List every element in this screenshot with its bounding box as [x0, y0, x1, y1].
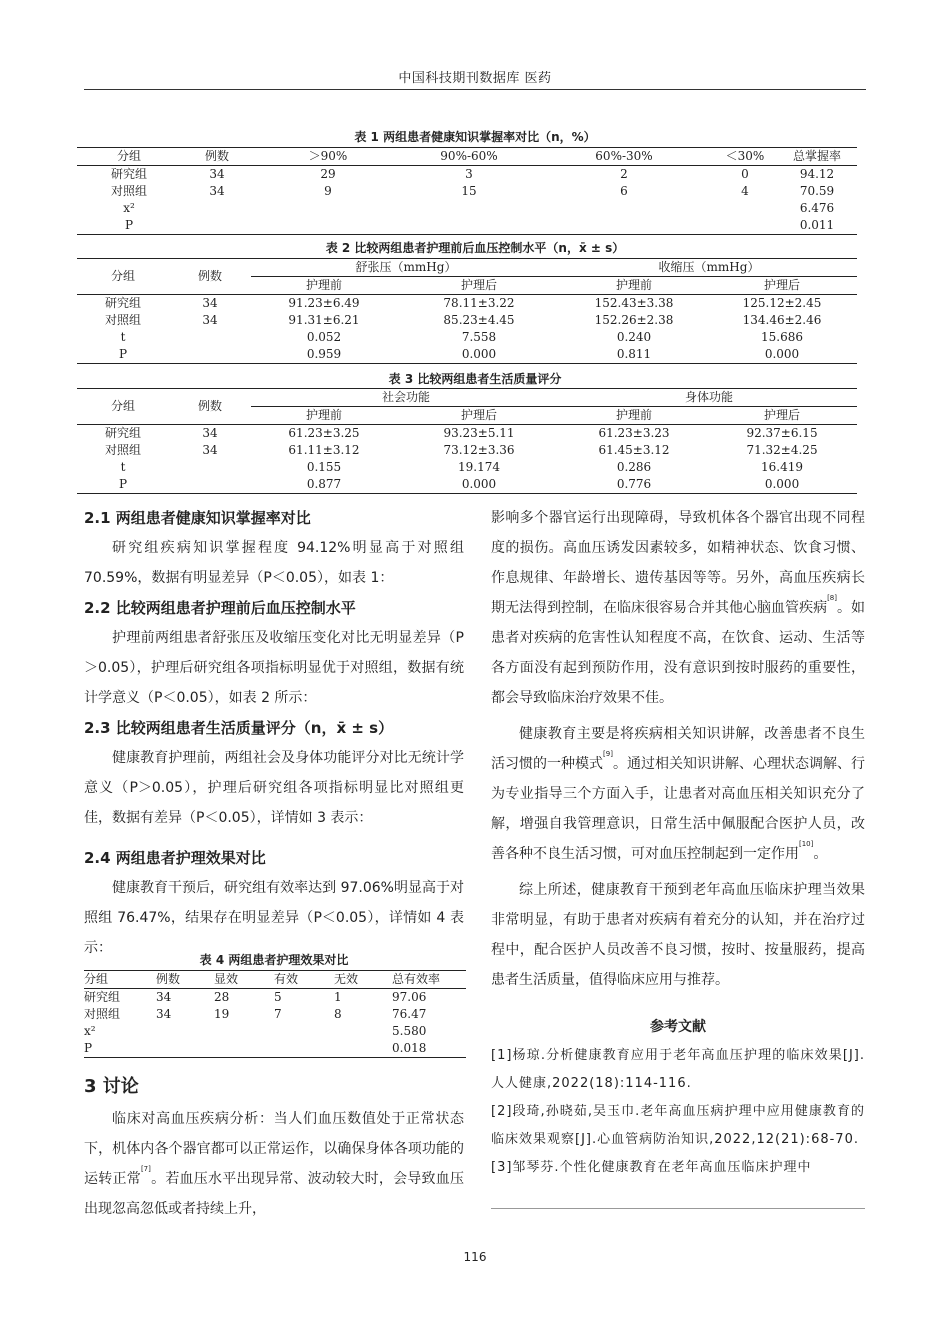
table4	[84, 970, 466, 1058]
table-cell: 61.45±3.12	[598, 443, 670, 457]
table2-subheader: 护理前	[615, 278, 652, 292]
table-row	[84, 1006, 466, 1023]
right-para-1-b: 。如患者对疾病的危害性认知程度不高，在饮食、运动、生活等各方面没有起到预防作用，没有意识到按时服药的重要性，都会导致临床治疗效果不佳。	[491, 600, 866, 706]
table1-header: 60%-30%	[595, 149, 653, 163]
table-cell: 73.12±3.36	[443, 443, 515, 457]
reference-item: [3]邹琴芬.个性化健康教育在老年高血压临床护理中	[491, 1160, 812, 1175]
table-cell	[169, 346, 251, 364]
references-title: 参考文献	[650, 1019, 706, 1035]
table2-caption: 表 2 比较两组患者护理前后血压控制水平（n，x̄ ± s）	[325, 241, 625, 255]
table-cell: P	[84, 1041, 93, 1055]
table-cell	[535, 200, 713, 217]
table-cell: 29	[320, 167, 336, 181]
journal-header: 中国科技期刊数据库 医药	[398, 71, 552, 86]
right-para-2-c: 。	[813, 846, 828, 862]
header-rule	[84, 89, 866, 90]
section-2-1-title: 2.1 两组患者健康知识掌握率对比	[84, 509, 311, 527]
section-2-3-text: 健康教育护理前，两组社会及身体功能评分对比无统计学意义（P＞0.05），护理后研究组各项指标明显比对照组更佳，数据有差异（P＜0.05），详情如 3 表示：	[84, 750, 464, 826]
table4-header: 有效	[274, 972, 299, 986]
table-cell: 152.26±2.38	[594, 313, 674, 327]
table-cell: 61.23±3.25	[288, 426, 360, 440]
right-para-2-b: 。通过相关知识讲解、心理状态调解、行为专业指导三个方面入手，让患者对高血压相关知识充分了解，增强自我管理意识，日常生活中佩服配合医护人员，改善各种不良生活习惯，可对血压控制起到一定作用	[491, 756, 866, 862]
table-cell: 0.000	[764, 477, 800, 491]
table-cell	[156, 1040, 214, 1058]
table-cell: 34	[156, 1007, 172, 1021]
table1-caption: 表 1 两组患者健康知识掌握率对比（n，%）	[354, 130, 596, 144]
table-cell: 0.155	[306, 460, 342, 474]
table-cell	[713, 217, 777, 235]
table1-header: ＜30%	[725, 149, 765, 163]
table2	[77, 258, 857, 364]
table-cell: 研究组	[110, 167, 147, 181]
table-cell: 125.12±2.45	[742, 296, 822, 310]
table-cell: 7	[274, 1007, 282, 1021]
reference-item: [2]段琦,孙晓茹,吴玉巾.老年高血压病护理中应用健康教育的临床效果观察[J].心血管病防治知识,2022,12(21):68-70.	[491, 1104, 865, 1147]
table-row	[77, 442, 857, 459]
table-cell: 85.23±4.45	[443, 313, 515, 327]
table-row	[77, 459, 857, 476]
table1-header: 例数	[204, 149, 229, 163]
citation-8: [8]	[827, 594, 837, 602]
table2-span-header: 收缩压（mmHg）	[561, 259, 857, 277]
table3	[77, 388, 857, 494]
table1-header: 90%-60%	[440, 149, 498, 163]
table3-span-header: 社会功能	[251, 389, 561, 407]
column-bottom-rule	[491, 1208, 865, 1209]
table2-header-row	[77, 259, 857, 277]
table-cell	[169, 329, 251, 346]
table-cell: P	[118, 477, 128, 491]
table3-header-row	[77, 389, 857, 407]
right-para-3: 综上所述，健康教育干预到老年高血压临床护理当效果非常明显，有助于患者对疾病有着充分的认知，并在治疗过程中，配合医护人员改善不良习惯，按时、按量服药，提高患者生活质量，值得临床应用与推荐。	[491, 882, 865, 988]
right-para-2-a: 健康教育主要是将疾病相关知识讲解，改善患者不良生活习惯的一种模式	[491, 726, 865, 772]
table-cell: 4	[741, 184, 749, 198]
table-cell: 0.776	[616, 477, 652, 491]
table-cell: 91.23±6.49	[288, 296, 360, 310]
table-cell: 152.43±3.38	[594, 296, 674, 310]
section-3-title: 3 讨论	[84, 1076, 139, 1097]
table2-header: 分组	[77, 259, 169, 295]
table1-header-row	[77, 148, 857, 166]
table-cell: 5	[274, 990, 282, 1004]
table-cell	[253, 200, 403, 217]
table-cell: 0.959	[306, 347, 342, 361]
table-cell	[156, 1023, 214, 1040]
table2-header: 例数	[169, 259, 251, 295]
table-cell	[713, 200, 777, 217]
table1-header: 总掌握率	[792, 149, 841, 163]
table-cell: 1	[334, 990, 342, 1004]
table-cell: 34	[156, 990, 172, 1004]
table-cell	[334, 1040, 392, 1058]
table-row	[77, 295, 857, 313]
table-cell: 34	[202, 426, 218, 440]
table4-caption: 表 4 两组患者护理效果对比	[199, 953, 349, 967]
table-cell: 7.558	[461, 330, 497, 344]
table3-header: 分组	[77, 389, 169, 425]
table-row	[77, 346, 857, 364]
table-cell: 0.286	[616, 460, 652, 474]
left-column	[84, 503, 464, 963]
table-cell: 0.011	[799, 218, 835, 232]
table-cell	[334, 1023, 392, 1040]
table-cell	[214, 1023, 274, 1040]
table-cell: 71.32±4.25	[746, 443, 818, 457]
table-cell: 0.018	[392, 1041, 427, 1055]
right-para-1-a: 影响多个器官运行出现障碍，导致机体各个器官出现不同程度的损伤。高血压诱发因素较多，如精神状态、饮食习惯、作息规律、年龄增长、遗传基因等等。另外，高血压疾病长期无法得到控制，在临床很容易合并其他心脑血管疾病	[491, 510, 865, 616]
table3-subheader: 护理前	[616, 408, 653, 422]
table-cell: 15	[461, 184, 477, 198]
table-cell	[169, 459, 251, 476]
table4-header: 显效	[214, 972, 239, 986]
table-row	[77, 183, 857, 200]
table-cell: 0.240	[616, 330, 652, 344]
table-cell: 34	[202, 443, 218, 457]
table4-header-row	[84, 971, 466, 989]
table-cell: 0.052	[306, 330, 342, 344]
table-row	[84, 989, 466, 1007]
table-cell: x²	[123, 201, 135, 215]
table-cell: 对照组	[110, 184, 147, 198]
table2-subheader: 护理后	[460, 278, 497, 292]
table-cell: 研究组	[84, 990, 121, 1004]
table3-subheader: 护理后	[461, 408, 498, 422]
table-cell: 对照组	[104, 313, 141, 327]
table3-header: 例数	[169, 389, 251, 425]
table2-span-header: 舒张压（mmHg）	[251, 259, 561, 277]
table-cell: 5.580	[392, 1024, 427, 1038]
citation-10: [10]	[799, 840, 814, 848]
table4-header: 总有效率	[392, 972, 441, 986]
table2-subheader: 护理前	[305, 278, 342, 292]
section-3	[84, 1070, 464, 1224]
table-cell: 94.12	[799, 167, 835, 181]
table-cell: 19.174	[458, 460, 500, 474]
table-row	[77, 166, 857, 184]
section-2-3-title: 2.3 比较两组患者生活质量评分（n，x̄ ± s）	[84, 719, 394, 737]
table-row	[77, 329, 857, 346]
table-cell: 15.686	[761, 330, 803, 344]
table-cell	[403, 200, 535, 217]
table-cell: 16.419	[761, 460, 804, 474]
table-cell: 8	[334, 1007, 342, 1021]
right-column	[491, 503, 865, 995]
table-cell: 6	[620, 184, 628, 198]
citation-7: [7]	[140, 1165, 151, 1173]
table-cell	[274, 1023, 334, 1040]
table-cell: 34	[202, 313, 218, 327]
table-row	[77, 312, 857, 329]
right-para-2	[491, 719, 865, 869]
table-cell: 0.000	[461, 477, 497, 491]
table3-subheader: 护理前	[305, 408, 342, 422]
table-cell: 93.23±5.11	[443, 426, 515, 440]
table4-header: 无效	[334, 972, 359, 986]
section-2-2-title: 2.2 比较两组患者护理前后血压控制水平	[84, 599, 356, 617]
table-cell	[169, 476, 251, 494]
table-row	[84, 1023, 466, 1040]
table-cell: 28	[214, 990, 230, 1004]
section-3-text-a: 临床对高血压疾病分析：当人们血压数值处于正常状态下，机体内各个器官都可以正常运作，以确保身体各项功能的运转正常	[84, 1111, 464, 1187]
table-cell: 0.000	[764, 347, 800, 361]
section-3-text	[84, 1104, 464, 1224]
table-cell	[253, 217, 403, 235]
table-cell: 0	[741, 167, 749, 181]
table-cell	[214, 1040, 274, 1058]
table-cell: 34	[209, 184, 225, 198]
table-cell: 91.31±6.21	[288, 313, 360, 327]
table-cell: 92.37±6.15	[746, 426, 818, 440]
table-row	[77, 200, 857, 217]
table-cell: P	[118, 347, 128, 361]
table-cell: 61.11±3.12	[288, 443, 360, 457]
table-cell	[181, 217, 253, 235]
table-cell: 9	[324, 184, 332, 198]
table1	[77, 147, 857, 235]
right-para-1	[491, 503, 865, 713]
table-cell: 研究组	[104, 296, 141, 310]
table-row	[77, 476, 857, 494]
table-cell: 对照组	[104, 443, 141, 457]
table-cell: 0.877	[306, 477, 342, 491]
section-2-2-text: 护理前两组患者舒张压及收缩压变化对比无明显差异（P＞0.05），护理后研究组各项指标明显优于对照组，数据有统计学意义（P＜0.05），如表 2 所示：	[84, 630, 464, 706]
table-cell: 61.23±3.23	[598, 426, 670, 440]
table-cell: 0.000	[461, 347, 497, 361]
table-cell	[181, 200, 253, 217]
page-number: 116	[463, 1250, 487, 1264]
table-cell: 6.476	[799, 201, 835, 215]
table-cell: 78.11±3.22	[443, 296, 515, 310]
table-cell: 2	[620, 167, 628, 181]
table-cell: 对照组	[84, 1007, 121, 1021]
table-cell: t	[120, 330, 126, 344]
table-row	[84, 1040, 466, 1058]
table3-caption: 表 3 比较两组患者生活质量评分	[388, 372, 562, 386]
table-cell	[274, 1040, 334, 1058]
table-cell: 134.46±2.46	[742, 313, 822, 327]
table-cell: 34	[202, 296, 218, 310]
citation-9: [9]	[603, 750, 613, 758]
table-cell	[403, 217, 535, 235]
section-2-4-title: 2.4 两组患者护理效果对比	[84, 849, 266, 867]
reference-item: [1]杨琼.分析健康教育应用于老年高血压护理的临床效果[J].人人健康,2022(18):114-116.	[491, 1048, 865, 1091]
table3-span-header: 身体功能	[561, 389, 857, 407]
table-row	[77, 425, 857, 443]
table-cell: 70.59	[799, 184, 835, 198]
section-2-1-text: 研究组疾病知识掌握程度 94.12%明显高于对照组 70.59%，数据有明显差异（P＜0.05），如表 1：	[84, 540, 464, 586]
table3-subheader: 护理后	[764, 408, 801, 422]
section-2-4-text: 健康教育干预后，研究组有效率达到 97.06%明显高于对照组 76.47%，结果存在明显差异（P＜0.05），详情如 4 表示：	[84, 880, 464, 956]
table-cell: 19	[214, 1007, 230, 1021]
table-cell: 研究组	[104, 426, 141, 440]
table1-header: ＞90%	[308, 149, 348, 163]
table2-subheader: 护理后	[763, 278, 800, 292]
table-cell: t	[120, 460, 126, 474]
table-row	[77, 217, 857, 235]
references-list	[491, 1042, 865, 1182]
table-cell: 34	[209, 167, 225, 181]
table1-header: 分组	[116, 149, 141, 163]
table-cell: P	[124, 218, 134, 232]
table-cell: 0.811	[616, 347, 652, 361]
section-3-text-b: 。若血压水平出现异常、波动较大时，会导致血压出现忽高忽低或者持续上升，	[84, 1171, 465, 1217]
table4-header: 分组	[84, 972, 109, 986]
table-cell: x²	[84, 1024, 96, 1038]
table-cell	[535, 217, 713, 235]
table-cell: 76.47	[392, 1007, 427, 1021]
table-cell: 3	[465, 167, 473, 181]
table-cell: 97.06	[392, 990, 427, 1004]
table4-header: 例数	[156, 972, 181, 986]
